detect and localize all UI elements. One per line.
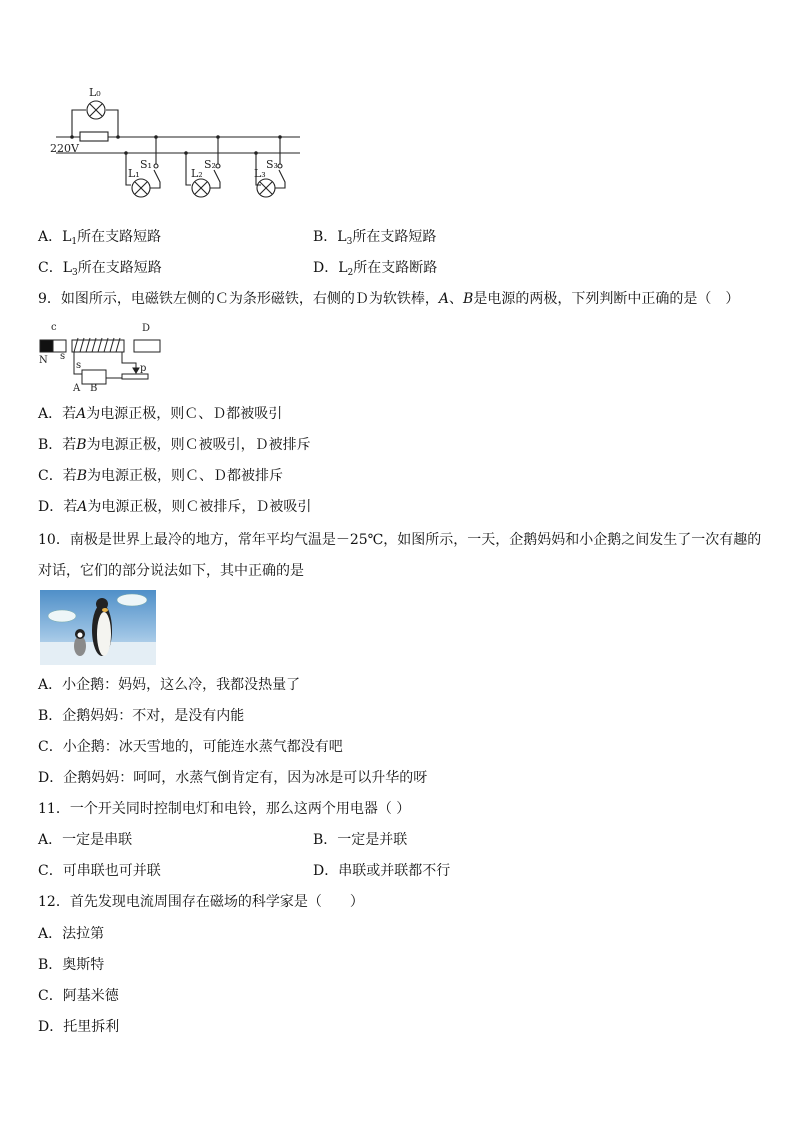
q9-electromagnet-diagram — [36, 318, 166, 394]
label-s3: S₃ — [266, 158, 278, 171]
q12-option-a[interactable]: A．法拉第 — [38, 926, 105, 942]
q10-stem-line2: 对话，它们的部分说法如下，其中正确的是 — [38, 563, 304, 579]
q10-option-b[interactable]: B．企鹅妈妈：不对，是没有内能 — [38, 708, 245, 724]
label-voltage: 220V — [50, 142, 79, 155]
q12-option-d[interactable]: D．托里拆利 — [38, 1019, 120, 1035]
q11-option-b[interactable]: B．一定是并联 — [313, 832, 408, 848]
q10-option-c[interactable]: C．小企鹅：冰天雪地的，可能连水蒸气都没有吧 — [38, 739, 343, 755]
q12-option-b[interactable]: B．奥斯特 — [38, 957, 105, 973]
q12-stem: 12．首先发现电流周围存在磁场的科学家是（ ） — [38, 894, 364, 910]
q11-stem: 11．一个开关同时控制电灯和电铃，那么这两个用电器（ ） — [38, 801, 411, 817]
label-s1: S₁ — [140, 158, 152, 171]
label-l0: L₀ — [89, 86, 101, 99]
q11-option-a[interactable]: A．一定是串联 — [38, 832, 133, 848]
q9-option-d[interactable]: D．若A为电源正极，则Ｃ被排斥，Ｄ被吸引 — [38, 499, 312, 515]
penguin-photo — [40, 590, 156, 665]
label-l3: L₃ — [254, 167, 266, 180]
label-p: p — [140, 363, 147, 374]
label-s2: s — [76, 360, 82, 371]
label-b: B — [90, 383, 98, 394]
q10-option-d[interactable]: D．企鹅妈妈：呵呵，水蒸气倒肯定有，因为冰是可以升华的呀 — [38, 770, 428, 786]
label-c: c — [51, 322, 57, 333]
q8-option-a[interactable]: A．$L_1$所在支路短路 — [38, 229, 162, 247]
q8-option-b[interactable]: B．$L_3$所在支路短路 — [313, 229, 437, 247]
q10-stem-line1: 10．南极是世界上最冷的地方，常年平均气温是－25℃，如图所示，一天，企鹅妈妈和小企鹅之间发生了一次有趣的 — [38, 532, 762, 548]
q11-option-d[interactable]: D．串联或并联都不行 — [313, 863, 451, 879]
q8-circuit-diagram — [48, 84, 308, 208]
q8-option-c[interactable]: C．$L_3$所在支路短路 — [38, 260, 162, 278]
q9-option-c[interactable]: C．若B为电源正极，则Ｃ、Ｄ都被排斥 — [38, 468, 284, 484]
q9-stem: 9．如图所示，电磁铁左侧的Ｃ为条形磁铁，右侧的Ｄ为软铁棒，A、B是电源的两极，下列判断中正确的是（ ） — [38, 291, 740, 307]
label-l2: L₂ — [191, 167, 203, 180]
q10-option-a[interactable]: A．小企鹅：妈妈，这么冷，我都没热量了 — [38, 677, 301, 693]
q12-option-c[interactable]: C．阿基米德 — [38, 988, 119, 1004]
label-d: D — [142, 323, 151, 334]
q9-option-b[interactable]: B．若B为电源正极，则Ｃ被吸引，Ｄ被排斥 — [38, 437, 311, 453]
label-s1: s — [60, 351, 66, 362]
q11-option-c[interactable]: C．可串联也可并联 — [38, 863, 161, 879]
q8-option-d[interactable]: D．$L_2$所在支路断路 — [313, 260, 438, 278]
label-n: N — [39, 355, 48, 366]
label-l1: L₁ — [128, 167, 140, 180]
label-a: A — [73, 383, 81, 394]
label-s2: S₂ — [204, 158, 216, 171]
q9-option-a[interactable]: A．若A为电源正极，则Ｃ、Ｄ都被吸引 — [38, 406, 283, 422]
